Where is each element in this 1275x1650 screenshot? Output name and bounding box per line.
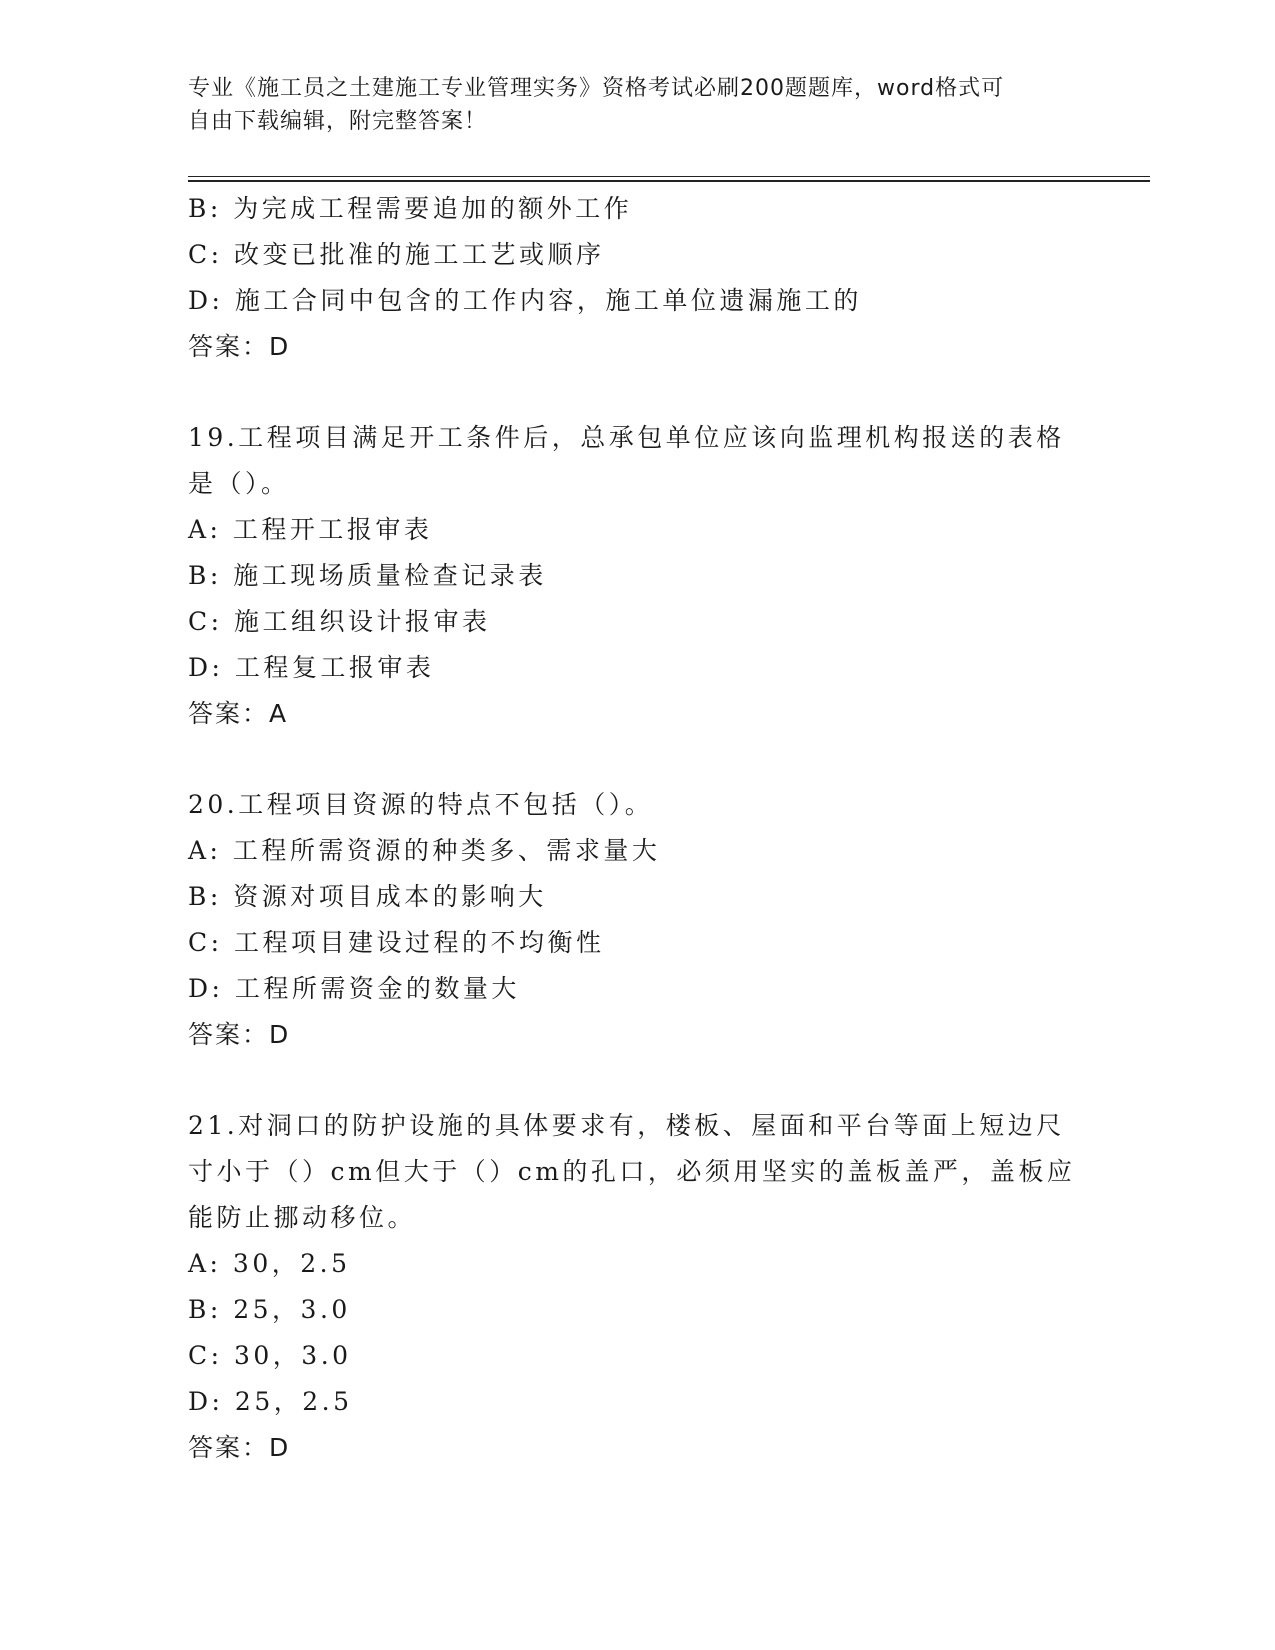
option-b: B: 施工现场质量检查记录表 [188, 561, 547, 590]
header-divider-thick [188, 180, 1150, 182]
header-line-1: 专业《施工员之土建施工专业管理实务》资格考试必刷200题题库，word格式可 [188, 76, 1005, 101]
question-stem: 20.工程项目资源的特点不包括（）。 [188, 790, 654, 819]
question-21 [188, 1103, 1088, 1471]
option-d: D: 工程复工报审表 [188, 653, 435, 682]
option-d: D: 25，2.5 [188, 1387, 353, 1416]
answer: 答案：D [188, 1020, 291, 1049]
option-b: B: 资源对项目成本的影响大 [188, 882, 547, 911]
question-stem: 19.工程项目满足开工条件后，总承包单位应该向监理机构报送的表格 [188, 423, 1065, 452]
question-stem: 21.对洞口的防护设施的具体要求有，楼板、屋面和平台等面上短边尺 [188, 1111, 1065, 1140]
option-c: C: 改变已批准的施工工艺或顺序 [188, 240, 605, 269]
option-c: C: 工程项目建设过程的不均衡性 [188, 928, 605, 957]
option-d: D: 工程所需资金的数量大 [188, 974, 520, 1003]
question-19 [188, 415, 1088, 737]
option-c: C: 施工组织设计报审表 [188, 607, 491, 636]
spacer [188, 370, 1088, 415]
option-c: C: 30，3.0 [188, 1341, 352, 1370]
option-b: B: 为完成工程需要追加的额外工作 [188, 194, 633, 223]
question-stem-cont: 寸小于（）cm但大于（）cm的孔口，必须用坚实的盖板盖严，盖板应 [188, 1157, 1076, 1186]
answer: 答案：D [188, 332, 291, 361]
option-a: A: 工程所需资源的种类多、需求量大 [188, 836, 661, 865]
header-divider-thin [188, 176, 1150, 177]
spacer [188, 737, 1088, 782]
header-line-2: 自由下载编辑，附完整答案！ [188, 109, 488, 134]
answer: 答案：D [188, 1433, 291, 1462]
spacer [188, 1058, 1088, 1103]
answer: 答案：A [188, 699, 289, 728]
question-stem-cont: 能防止挪动移位。 [188, 1203, 417, 1232]
question-20 [188, 782, 1088, 1058]
option-d: D: 施工合同中包含的工作内容，施工单位遗漏施工的 [188, 286, 862, 315]
question-18 [188, 186, 1088, 370]
question-content [188, 186, 1088, 1471]
document-header [188, 72, 1068, 138]
option-a: A: 30，2.5 [188, 1249, 351, 1278]
option-a: A: 工程开工报审表 [188, 515, 433, 544]
question-stem-cont: 是（）。 [188, 469, 290, 498]
option-b: B: 25，3.0 [188, 1295, 351, 1324]
